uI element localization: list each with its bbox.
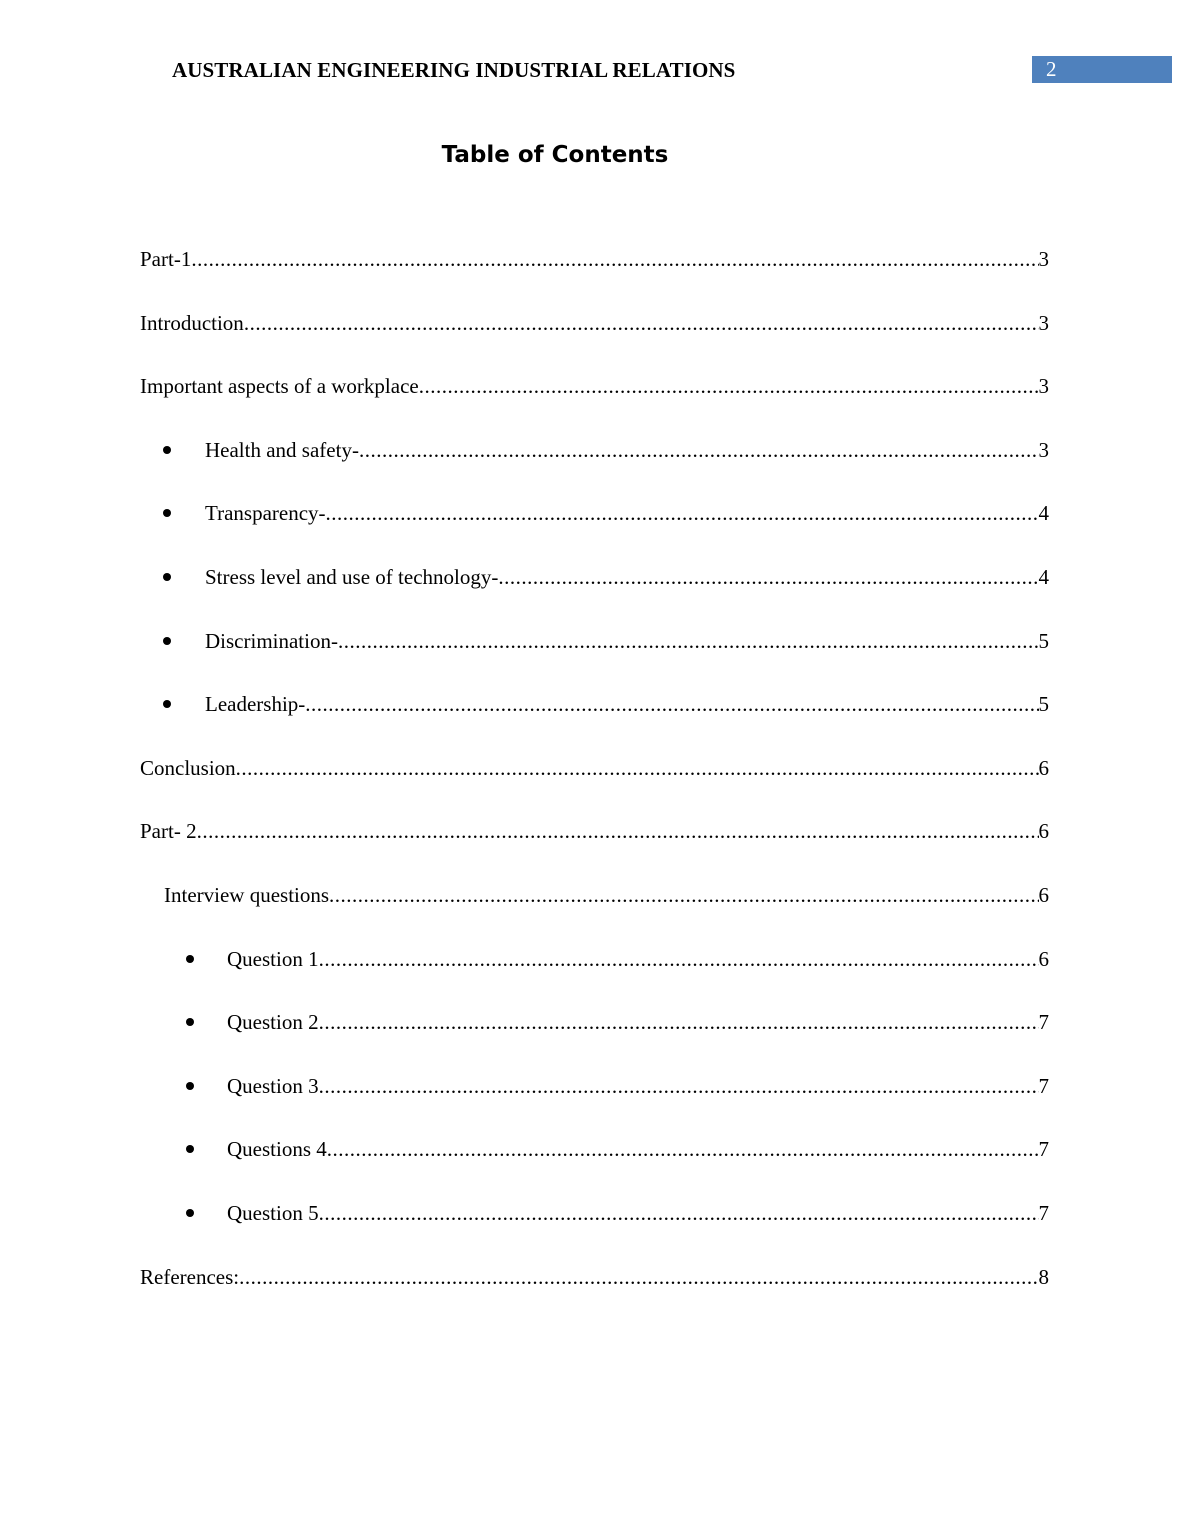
toc-entry-label: Important aspects of a workplace bbox=[140, 374, 419, 398]
page-number: 2 bbox=[1046, 57, 1057, 81]
toc-entry[interactable] bbox=[140, 741, 1049, 781]
toc-entry-page-number: 5 bbox=[1038, 629, 1049, 653]
toc-entry-label: Stress level and use of technology- bbox=[205, 565, 499, 589]
toc-entry-page-number: 3 bbox=[1038, 311, 1049, 335]
toc-entry[interactable] bbox=[163, 423, 1049, 463]
toc-dot-leader bbox=[319, 1200, 1039, 1226]
toc-entry[interactable] bbox=[186, 995, 1049, 1035]
running-head: AUSTRALIAN ENGINEERING INDUSTRIAL RELATIONS bbox=[172, 58, 736, 82]
toc-entry-label: Part- 2 bbox=[140, 819, 197, 843]
toc-dot-leader bbox=[319, 1009, 1039, 1035]
toc-entry[interactable] bbox=[163, 677, 1049, 717]
toc-entry-label: Leadership- bbox=[205, 692, 306, 716]
toc-entry[interactable] bbox=[140, 232, 1049, 272]
toc-entry-page-number: 5 bbox=[1038, 692, 1049, 716]
bullet-icon bbox=[186, 955, 194, 963]
page-number-badge bbox=[1032, 56, 1172, 83]
toc-entry-page-number: 4 bbox=[1038, 501, 1049, 525]
toc-entry-page-number: 6 bbox=[1038, 947, 1049, 971]
toc-entry[interactable] bbox=[140, 296, 1049, 336]
toc-entry-label: Questions 4 bbox=[227, 1137, 327, 1161]
bullet-icon bbox=[163, 446, 171, 454]
toc-dot-leader bbox=[319, 946, 1039, 972]
toc-entry-label: Question 2 bbox=[227, 1010, 319, 1034]
toc-entry-label: Part-1 bbox=[140, 247, 192, 271]
toc-entry-page-number: 4 bbox=[1038, 565, 1049, 589]
toc-dot-leader bbox=[197, 818, 1039, 844]
bullet-icon bbox=[186, 1082, 194, 1090]
toc-entry[interactable] bbox=[140, 359, 1049, 399]
toc-dot-leader bbox=[305, 691, 1038, 717]
bullet-icon bbox=[186, 1145, 194, 1153]
toc-entry[interactable] bbox=[186, 1059, 1049, 1099]
toc-entry[interactable] bbox=[163, 486, 1049, 526]
toc-entry-page-number: 7 bbox=[1038, 1010, 1049, 1034]
toc-dot-leader bbox=[236, 755, 1039, 781]
toc-entry-page-number: 7 bbox=[1038, 1137, 1049, 1161]
toc-entry-label: Introduction bbox=[140, 311, 244, 335]
toc-entry-page-number: 6 bbox=[1038, 756, 1049, 780]
toc-dot-leader bbox=[419, 373, 1039, 399]
toc-entry-label: Health and safety- bbox=[205, 438, 359, 462]
toc-dot-leader bbox=[329, 882, 1038, 908]
toc-entry-label: Question 3 bbox=[227, 1074, 319, 1098]
toc-entry-page-number: 8 bbox=[1038, 1265, 1049, 1289]
toc-entry[interactable] bbox=[164, 868, 1049, 908]
bullet-icon bbox=[163, 509, 171, 517]
toc-entry-page-number: 6 bbox=[1038, 883, 1049, 907]
toc-dot-leader bbox=[191, 246, 1038, 272]
toc-entry-page-number: 3 bbox=[1038, 438, 1049, 462]
toc-entry[interactable] bbox=[163, 614, 1049, 654]
toc-dot-leader bbox=[338, 628, 1039, 654]
bullet-icon bbox=[186, 1209, 194, 1217]
toc-entry-page-number: 6 bbox=[1038, 819, 1049, 843]
toc-entry-label: References: bbox=[140, 1265, 240, 1289]
bullet-icon bbox=[163, 700, 171, 708]
toc-entry-label: Discrimination- bbox=[205, 629, 338, 653]
bullet-icon bbox=[163, 637, 171, 645]
toc-entry[interactable] bbox=[140, 1250, 1049, 1290]
toc-dot-leader bbox=[498, 564, 1038, 590]
toc-entry-label: Conclusion bbox=[140, 756, 236, 780]
toc-entry-page-number: 3 bbox=[1038, 247, 1049, 271]
toc-entry-label: Transparency- bbox=[205, 501, 326, 525]
toc-entry-page-number: 7 bbox=[1038, 1074, 1049, 1098]
toc-dot-leader bbox=[359, 437, 1039, 463]
toc-title: Table of Contents bbox=[441, 142, 669, 168]
toc-entry-label: Question 1 bbox=[227, 947, 319, 971]
toc-entry-page-number: 7 bbox=[1038, 1201, 1049, 1225]
toc-entry[interactable] bbox=[140, 804, 1049, 844]
toc-dot-leader bbox=[319, 1073, 1039, 1099]
bullet-icon bbox=[186, 1018, 194, 1026]
toc-dot-leader bbox=[326, 500, 1039, 526]
toc-entry[interactable] bbox=[163, 550, 1049, 590]
toc-entry-page-number: 3 bbox=[1038, 374, 1049, 398]
toc-entry[interactable] bbox=[186, 1122, 1049, 1162]
toc-entry-label: Question 5 bbox=[227, 1201, 319, 1225]
toc-entry[interactable] bbox=[186, 1186, 1049, 1226]
bullet-icon bbox=[163, 573, 171, 581]
toc-dot-leader bbox=[239, 1264, 1038, 1290]
toc-dot-leader bbox=[327, 1136, 1039, 1162]
toc-entry[interactable] bbox=[186, 932, 1049, 972]
toc-entry-label: Interview questions bbox=[164, 883, 330, 907]
toc-dot-leader bbox=[244, 310, 1039, 336]
